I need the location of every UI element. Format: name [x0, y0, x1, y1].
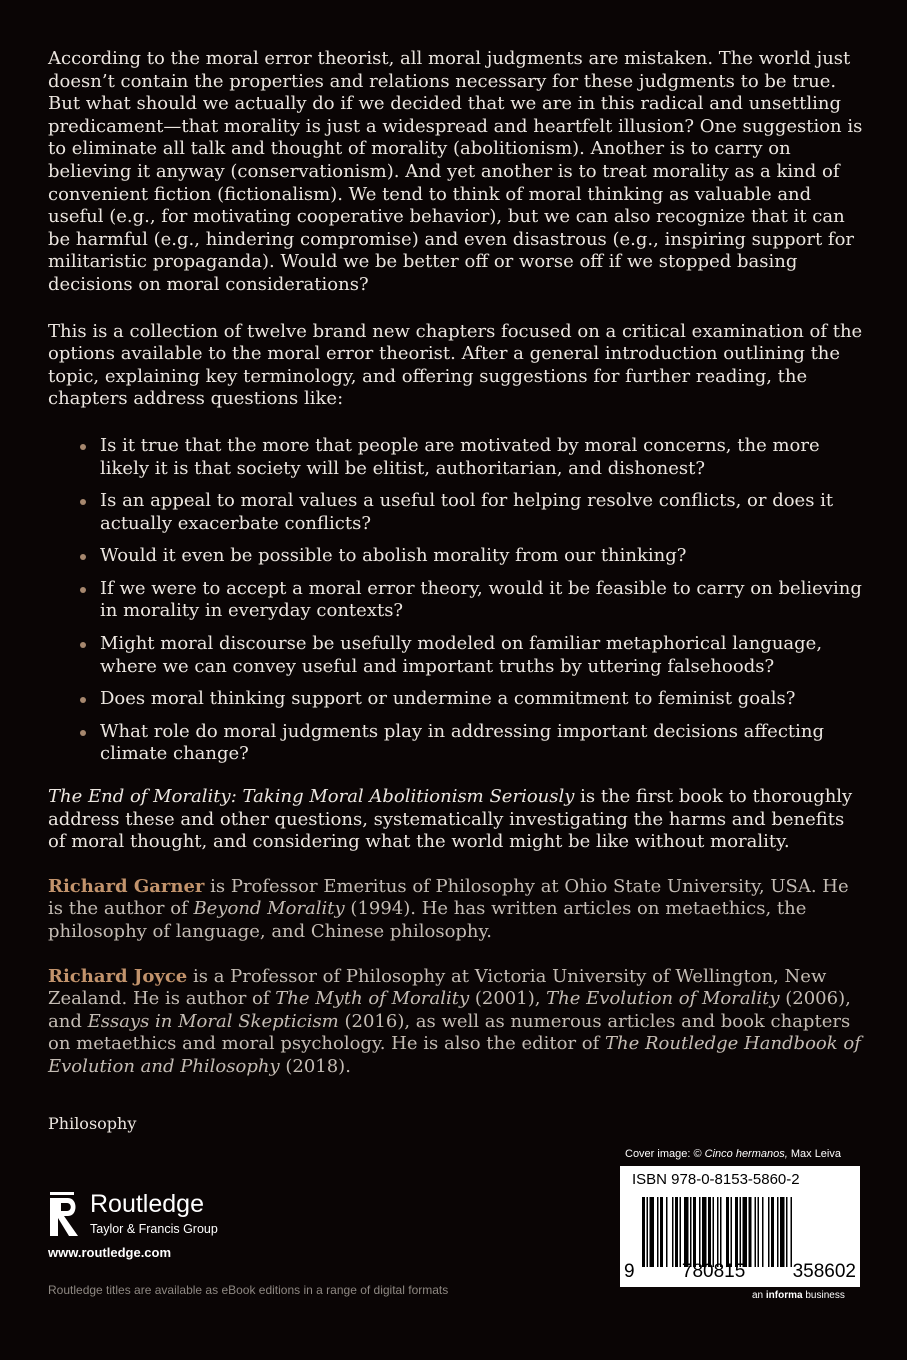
- barcode-bar: [786, 1197, 788, 1267]
- barcode-bar: [684, 1197, 689, 1267]
- barcode-bar: [699, 1197, 701, 1267]
- subject-category: Philosophy: [48, 1114, 137, 1133]
- bullet-icon: [80, 554, 86, 560]
- barcode-bar: [726, 1197, 729, 1267]
- publisher-name: Routledge: [90, 1190, 204, 1218]
- list-item: Does moral thinking support or undermine a commitment to feminist goals?: [80, 688, 863, 711]
- barcode-bars: [642, 1197, 838, 1267]
- author-name: Richard Garner: [48, 875, 205, 897]
- publisher-group: Taylor & Francis Group: [90, 1222, 218, 1236]
- barcode-bar: [749, 1197, 752, 1267]
- barcode-bar: [791, 1197, 793, 1267]
- barcode-bar: [740, 1197, 742, 1267]
- isbn-barcode: [620, 1166, 860, 1287]
- barcode-bar: [780, 1197, 785, 1267]
- barcode-bar: [660, 1197, 663, 1267]
- author-bio-garner: Richard Garner is Professor Emeritus of Philosophy at Ohio State University, USA. He is the author of Beyond Morality (1994). He has written articles on metaethics, the philosophy of language, and Chinese philosophy.: [48, 875, 849, 942]
- barcode-bar: [768, 1197, 770, 1267]
- barcode-bar: [713, 1197, 715, 1267]
- collection-paragraph: This is a collection of twelve brand new chapters focused on a critical examination of the options available to the moral error theorist. After a general introduction outlining the topic, explaining key terminology, and offering suggestions for further reading, the chapters address questions like:: [48, 320, 863, 410]
- list-item: Would it even be possible to abolish morality from our thinking?: [80, 545, 863, 568]
- routledge-r-icon: [48, 1190, 82, 1238]
- list-item: Is it true that the more that people are motivated by moral concerns, the more likely it is that society will be elitist, authoritarian, and dishonest?: [80, 435, 863, 480]
- publisher-logo: [48, 1190, 248, 1240]
- isbn-label: ISBN 978-0-8153-5860-2: [632, 1171, 800, 1188]
- bullet-icon: [80, 444, 86, 450]
- list-item: Is an appeal to moral values a useful tool for helping resolve conflicts, or does it actually exacerbate conflicts?: [80, 490, 863, 535]
- list-item: What role do moral judgments play in addressing important decisions affecting climate change?: [80, 721, 863, 766]
- barcode-bar: [762, 1197, 764, 1267]
- barcode-bar: [758, 1197, 760, 1267]
- barcode-bar: [731, 1197, 733, 1267]
- author-name: Richard Joyce: [48, 965, 188, 987]
- barcode-bar: [777, 1197, 779, 1267]
- intro-paragraph: According to the moral error theorist, all moral judgments are mistaken. The world just doesn’t contain the properties and relations necessary for these judgments to be true. But what should we actually do if we decided that we are in this radical and unsettling predicament—that morality is just a widespread and heartfelt illusion? One suggestion is to eliminate all talk and thought of morality (abolitionism). Another is to carry on believing it anyway (conservationism). And yet another is to treat morality as a kind of convenient fiction (fictionalism). We tend to think of moral thinking as valuable and useful (e.g., for motivating cooperative behavior), but we can also recognize that it can be harmful (e.g., hindering compromise) and even disastrous (e.g., inspiring support for militaristic propaganda). Would we be better off or worse off if we stopped basing decisions on moral considerations?: [48, 48, 863, 295]
- barcode-bar: [708, 1197, 711, 1267]
- barcode-bar: [755, 1197, 757, 1267]
- barcode-bar: [672, 1197, 674, 1267]
- list-item: Might moral discourse be usefully modeled on familiar metaphorical language, where we can convey useful and important truths by uttering falsehoods?: [80, 633, 863, 678]
- barcode-bar: [650, 1197, 655, 1267]
- barcode-bar: [657, 1197, 659, 1267]
- barcode-bar: [735, 1197, 738, 1267]
- cover-credit: Cover image: © Cinco hermanos, Max Leiva: [625, 1148, 841, 1160]
- publisher-website[interactable]: www.routledge.com: [48, 1245, 172, 1260]
- author-bio-joyce: Richard Joyce is a Professor of Philosophy at Victoria University of Wellington, New Zealand. He is author of The Myth of Morality (2001), The Evolution of Morality (2006), and Essays in Moral Skepticism (2016), as well as numerous articles and book chapters on metaethics and moral psychology. He is also the editor of The Routledge Handbook of Evolution and Philosophy (2018).: [48, 965, 861, 1077]
- barcode-bar: [675, 1197, 678, 1267]
- bullet-icon: [80, 499, 86, 505]
- barcode-bar: [642, 1197, 645, 1267]
- barcode-bar: [666, 1197, 668, 1267]
- list-item: If we were to accept a moral error theory, would it be feasible to carry on believing in morality in everyday contexts?: [80, 578, 863, 623]
- bullet-icon: [80, 642, 86, 648]
- barcode-bar: [702, 1197, 707, 1267]
- back-cover-text: [48, 48, 863, 1101]
- barcode-bar: [680, 1197, 682, 1267]
- barcode-bar: [743, 1197, 748, 1267]
- barcode-bar: [771, 1197, 774, 1267]
- barcode-digits: 9 780815 358602: [624, 1261, 856, 1282]
- barcode-bar: [690, 1197, 692, 1267]
- barcode-bar: [720, 1197, 722, 1267]
- book-title: The End of Morality: Taking Moral Abolitionism Seriously: [48, 786, 575, 808]
- question-list: [48, 435, 863, 766]
- bullet-icon: [80, 730, 86, 736]
- closing-paragraph: The End of Morality: Taking Moral Abolitionism Seriously is the first book to thoroughly address these and other questions, systematically investigating the harms and benefits of moral thought, and considering what the world might be like without morality.: [48, 786, 853, 853]
- bullet-icon: [80, 697, 86, 703]
- informa-tagline: an informa business: [752, 1290, 845, 1301]
- bullet-icon: [80, 587, 86, 593]
- ebook-note: Routledge titles are available as eBook editions in a range of digital formats: [48, 1283, 449, 1297]
- barcode-bar: [693, 1197, 696, 1267]
- barcode-bar: [717, 1197, 719, 1267]
- barcode-bar: [647, 1197, 649, 1267]
